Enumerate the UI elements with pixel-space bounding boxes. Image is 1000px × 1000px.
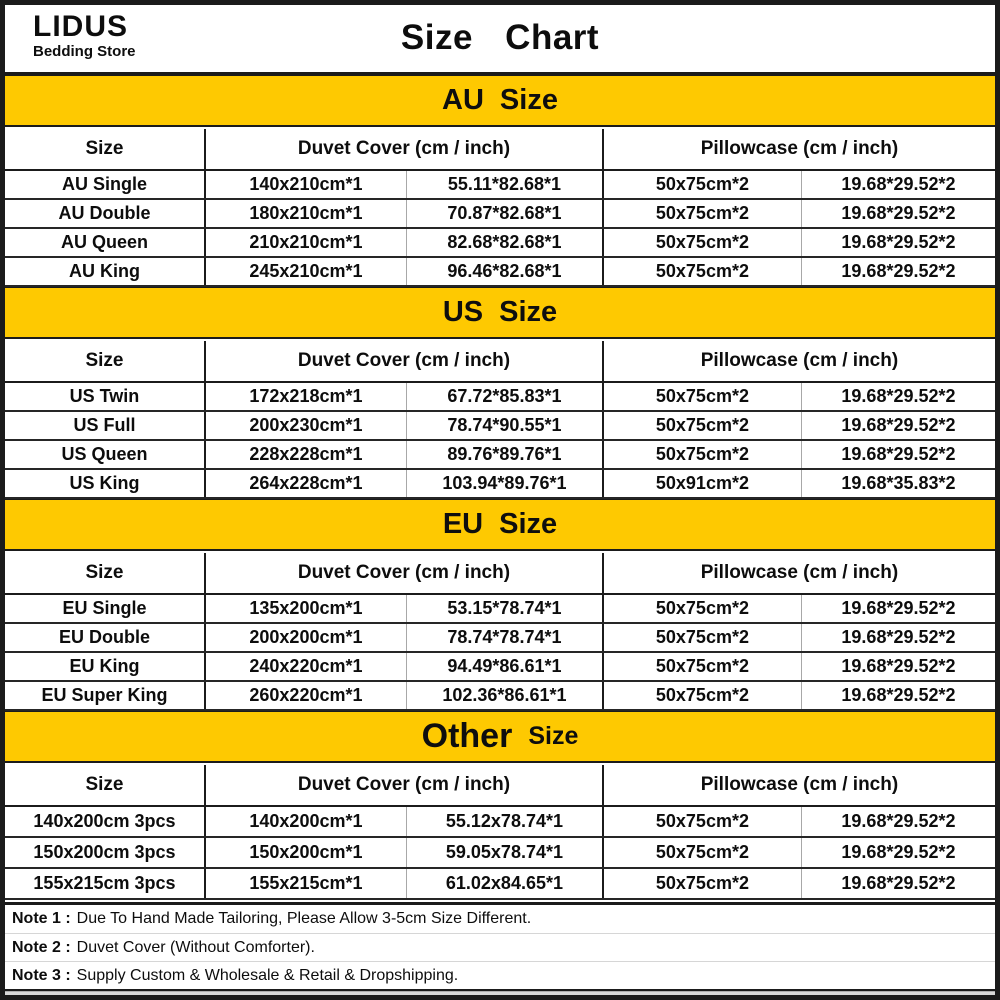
cell-pillowcase-inch: 19.68*29.52*2: [841, 598, 956, 618]
table-row: [5, 470, 995, 499]
cell-duvet-inch: 70.87*82.68*1: [407, 200, 604, 227]
section-banner-au: [5, 75, 995, 127]
banner-region-label: Other: [421, 717, 513, 755]
cell-duvet-inch: 59.05x78.74*1: [407, 838, 604, 867]
cell-duvet-inch: 78.74*90.55*1: [407, 412, 604, 439]
section-banner-eu: [5, 499, 995, 551]
cell-pillowcase-cm: 50x75cm*2: [604, 869, 802, 898]
cell-duvet-cm: 140x200cm*1: [206, 807, 407, 836]
cell-pillowcase-cm: 50x75cm*2: [604, 383, 802, 410]
cell-duvet-inch: 102.36*86.61*1: [407, 682, 604, 709]
table-header-row: [5, 765, 995, 807]
cell-pillowcase-cm: 50x75cm*2: [604, 200, 802, 227]
table-row: [5, 624, 995, 653]
section-au: [5, 75, 995, 287]
cell-duvet-inch: 96.46*82.68*1: [407, 258, 604, 285]
banner-region-label: AU: [442, 84, 484, 116]
cell-duvet-cm: 180x210cm*1: [206, 200, 407, 227]
cell-duvet-inch: 103.94*89.76*1: [407, 470, 604, 497]
cell-duvet-cm: 264x228cm*1: [206, 470, 407, 497]
note-row: [5, 961, 995, 989]
cell-pillowcase-cm: 50x75cm*2: [604, 807, 802, 836]
table-row: [5, 383, 995, 412]
header-cell-duvet: Duvet Cover (cm / inch): [206, 129, 604, 169]
cell-pillowcase-cm: 50x75cm*2: [604, 412, 802, 439]
cell-pillowcase-inch: 19.68*29.52*2: [841, 444, 956, 464]
header-cell-duvet: Duvet Cover (cm / inch): [206, 553, 604, 593]
header-cell-size: Size: [5, 765, 206, 805]
cell-pillowcase-inch: 19.68*29.52*2: [841, 811, 956, 831]
cell-pillowcase-cm: 50x75cm*2: [604, 171, 802, 198]
cell-duvet-cm: 228x228cm*1: [206, 441, 407, 468]
notes-panel: [5, 902, 995, 991]
cell-size: 140x200cm 3pcs: [5, 807, 206, 836]
section-other: [5, 711, 995, 900]
top-header: [5, 5, 995, 75]
cell-size: EU Single: [5, 595, 206, 622]
cell-size: EU Super King: [5, 682, 206, 709]
table-row: [5, 869, 995, 900]
cell-duvet-cm: 150x200cm*1: [206, 838, 407, 867]
cell-size: AU Double: [5, 200, 206, 227]
cell-size: 155x215cm 3pcs: [5, 869, 206, 898]
section-banner-us: [5, 287, 995, 339]
cell-pillowcase-inch: 19.68*29.52*2: [841, 203, 956, 223]
note-text: Supply Custom & Wholesale & Retail & Dropshipping.: [76, 966, 459, 984]
cell-pillowcase-cm: 50x91cm*2: [604, 470, 802, 497]
cell-duvet-inch: 78.74*78.74*1: [407, 624, 604, 651]
note-row: [5, 905, 995, 933]
store-name: LIDUS: [33, 10, 128, 43]
banner-size-word: Size: [499, 296, 558, 328]
cell-duvet-cm: 135x200cm*1: [206, 595, 407, 622]
cell-duvet-cm: 240x220cm*1: [206, 653, 407, 680]
table-row: [5, 200, 995, 229]
bottom-edge-strip: [5, 991, 995, 995]
header-cell-pillowcase: Pillowcase (cm / inch): [700, 562, 899, 583]
cell-duvet-inch: 53.15*78.74*1: [407, 595, 604, 622]
cell-size: AU Single: [5, 171, 206, 198]
header-cell-duvet: Duvet Cover (cm / inch): [206, 765, 604, 805]
cell-duvet-inch: 55.12x78.74*1: [407, 807, 604, 836]
cell-duvet-cm: 260x220cm*1: [206, 682, 407, 709]
cell-duvet-cm: 172x218cm*1: [206, 383, 407, 410]
note-text: Duvet Cover (Without Comforter).: [76, 938, 315, 956]
table-header-row: [5, 341, 995, 383]
table-header-row: [5, 129, 995, 171]
header-cell-pillowcase: Pillowcase (cm / inch): [700, 350, 899, 371]
cell-pillowcase-cm: 50x75cm*2: [604, 682, 802, 709]
header-cell-pillowcase: Pillowcase (cm / inch): [700, 138, 899, 159]
cell-duvet-inch: 67.72*85.83*1: [407, 383, 604, 410]
cell-size: US Full: [5, 412, 206, 439]
note-label: Note 3 :: [12, 966, 71, 984]
table-row: [5, 838, 995, 869]
cell-pillowcase-cm: 50x75cm*2: [604, 441, 802, 468]
cell-pillowcase-cm: 50x75cm*2: [604, 229, 802, 256]
page-title: Size Chart: [400, 17, 600, 57]
table-header-row: [5, 553, 995, 595]
cell-size: US Queen: [5, 441, 206, 468]
section-banner-other: [5, 711, 995, 763]
banner-size-word: Size: [499, 84, 558, 116]
cell-pillowcase-cm: 50x75cm*2: [604, 624, 802, 651]
cell-size: AU King: [5, 258, 206, 285]
cell-size: US King: [5, 470, 206, 497]
cell-duvet-cm: 245x210cm*1: [206, 258, 407, 285]
table-row: [5, 653, 995, 682]
cell-pillowcase-cm: 50x75cm*2: [604, 838, 802, 867]
cell-duvet-inch: 61.02x84.65*1: [407, 869, 604, 898]
cell-pillowcase-cm: 50x75cm*2: [604, 653, 802, 680]
cell-pillowcase-inch: 19.68*29.52*2: [841, 656, 956, 676]
cell-pillowcase-inch: 19.68*29.52*2: [841, 261, 956, 281]
table-row: [5, 258, 995, 287]
cell-duvet-inch: 89.76*89.76*1: [407, 441, 604, 468]
header-cell-size: Size: [5, 553, 206, 593]
cell-size: AU Queen: [5, 229, 206, 256]
cell-size: US Twin: [5, 383, 206, 410]
cell-pillowcase-inch: 19.68*29.52*2: [841, 842, 956, 862]
cell-duvet-cm: 155x215cm*1: [206, 869, 407, 898]
cell-pillowcase-inch: 19.68*29.52*2: [841, 415, 956, 435]
table-row: [5, 441, 995, 470]
cell-size: EU Double: [5, 624, 206, 651]
cell-duvet-cm: 200x200cm*1: [206, 624, 407, 651]
note-row: [5, 933, 995, 961]
table-row: [5, 229, 995, 258]
note-label: Note 2 :: [12, 938, 71, 956]
cell-size: 150x200cm 3pcs: [5, 838, 206, 867]
header-cell-size: Size: [5, 129, 206, 169]
banner-size-word: Size: [528, 722, 579, 750]
table-row: [5, 171, 995, 200]
cell-pillowcase-inch: 19.68*29.52*2: [841, 174, 956, 194]
cell-size: EU King: [5, 653, 206, 680]
note-label: Note 1 :: [12, 910, 71, 927]
cell-duvet-inch: 94.49*86.61*1: [407, 653, 604, 680]
table-row: [5, 682, 995, 711]
note-text: Due To Hand Made Tailoring, Please Allow 3-5cm Size Different.: [76, 910, 532, 927]
cell-duvet-inch: 82.68*82.68*1: [407, 229, 604, 256]
cell-pillowcase-cm: 50x75cm*2: [604, 595, 802, 622]
table-row: [5, 807, 995, 838]
banner-region-label: US: [442, 296, 484, 328]
cell-pillowcase-inch: 19.68*29.52*2: [841, 627, 956, 647]
cell-pillowcase-inch: 19.68*29.52*2: [841, 386, 956, 406]
header-cell-duvet: Duvet Cover (cm / inch): [206, 341, 604, 381]
banner-size-word: Size: [499, 508, 558, 540]
cell-pillowcase-inch: 19.68*29.52*2: [841, 873, 956, 893]
section-eu: [5, 499, 995, 711]
cell-duvet-cm: 210x210cm*1: [206, 229, 407, 256]
table-row: [5, 595, 995, 624]
header-cell-size: Size: [5, 341, 206, 381]
cell-pillowcase-inch: 19.68*29.52*2: [841, 685, 956, 705]
table-row: [5, 412, 995, 441]
cell-pillowcase-inch: 19.68*29.52*2: [841, 232, 956, 252]
cell-pillowcase-inch: 19.68*35.83*2: [841, 473, 956, 493]
header-cell-pillowcase: Pillowcase (cm / inch): [700, 774, 899, 795]
cell-duvet-cm: 200x230cm*1: [206, 412, 407, 439]
cell-pillowcase-cm: 50x75cm*2: [604, 258, 802, 285]
store-tagline: Bedding Store: [33, 42, 136, 60]
banner-region-label: EU: [442, 508, 484, 540]
cell-duvet-cm: 140x210cm*1: [206, 171, 407, 198]
section-us: [5, 287, 995, 499]
cell-duvet-inch: 55.11*82.68*1: [407, 171, 604, 198]
